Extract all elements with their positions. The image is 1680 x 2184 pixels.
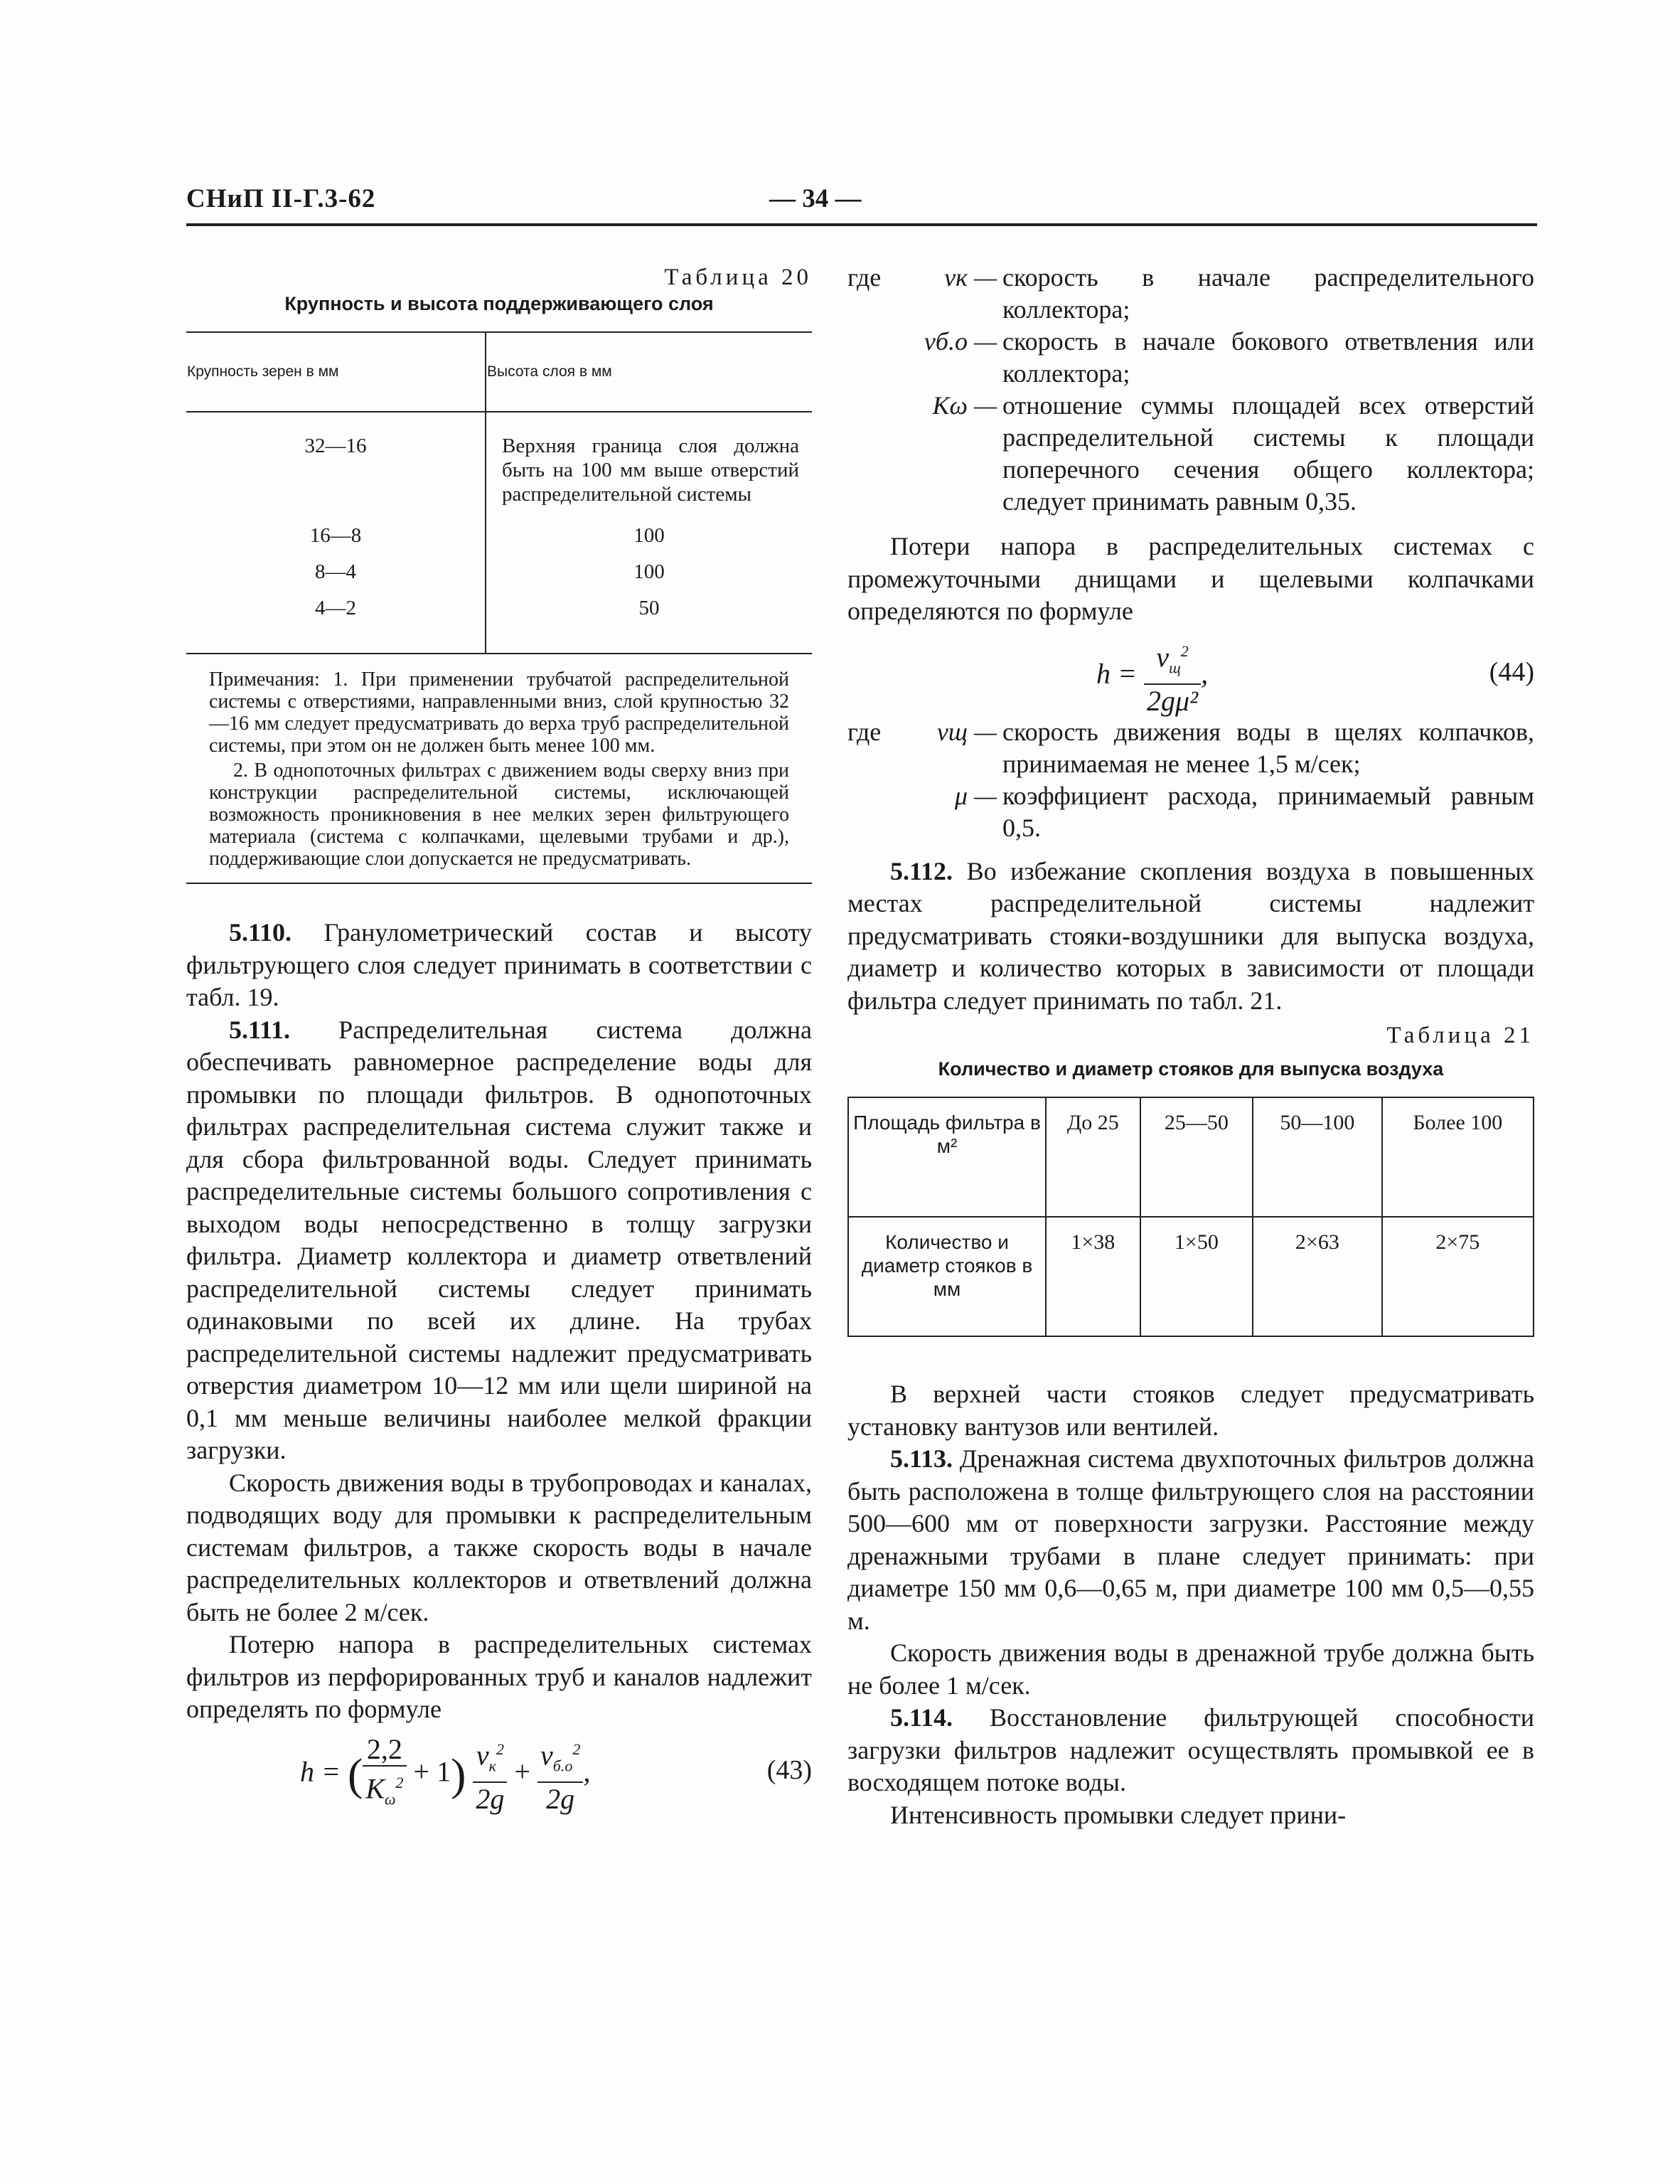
paragraph-wash-intensity: Интенсивность промывки следует прини- xyxy=(890,1800,1347,1829)
paragraph-5-114: 5.114. Восстановление фильтрующей способности загрузки фильтров надлежит осуществлять промывкой ее в восходящем потоке воды. xyxy=(847,1703,1534,1796)
table-row: 32—16 Верхняя граница слоя должна быть на 100 мм выше отверстий распределительной системы xyxy=(186,412,812,516)
table-20-note-1: Примечания: 1. При применении трубчатой распределительной системы с отверстиями, направленными вниз, слой крупностью 32—16 мм следует предусматривать до верха труб распределительной системы, при этом он не должен быть менее 100 мм. xyxy=(209,668,789,757)
table-20-notes xyxy=(186,653,812,884)
right-column xyxy=(847,262,1534,1831)
table-20-title: Крупность и высота поддерживающего слоя xyxy=(284,293,714,314)
table-20 xyxy=(186,331,812,653)
paragraph-head-loss: Потерю напора в распределительных системах фильтров из перфорированных труб и каналов надлежит определять по формуле xyxy=(186,1630,812,1723)
paragraph-vents: В верхней части стояков следует предусматривать установку вантузов или вентилей. xyxy=(847,1380,1534,1441)
paragraph-5-113: 5.113. Дренажная система двухпоточных фильтров должна быть расположена в толще фильтрующего слоя на расстоянии 500—600 мм от поверхности загрузки. Расстояние между дренажными трубами в плане следует принимать: при диаметре 150 мм 0,6—0,65 м, при диаметре 100 мм 0,5—0,55 м. xyxy=(847,1444,1535,1635)
table-21 xyxy=(847,1097,1534,1337)
left-column xyxy=(186,263,812,1818)
paragraph-5-110: 5.110. Гранулометрический состав и высоту фильтрующего слоя следует принимать в соответствии с табл. 19. xyxy=(186,918,812,1011)
paragraph-5-111: 5.111. Распределительная система должна обеспечивать равномерное распределение воды для промывки по площади фильтров. В однопоточных фильтрах распределительная система служит также и для сбора фильтрованной воды. Следует принимать распределительные системы большого сопротивления с выходом воды непосредственно в толщу загрузки фильтра. Диаметр коллектора и диаметр ответвлений распределительной системы следует принимать одинаковыми по всей их длине. На трубах распределительной системы надлежит предусматривать отверстия диаметром 10—12 мм или щели шириной на 0,1 мм меньше величины наиболее мелкой фракции загрузки. xyxy=(186,1015,812,1464)
formula-44 xyxy=(847,628,1534,716)
table-20-header-size: Крупность зерен в мм xyxy=(186,332,486,412)
table-21-title: Количество и диаметр стояков для выпуска воздуха xyxy=(938,1058,1444,1080)
header-rule xyxy=(186,223,1537,226)
formula-43-expression: h = ( $\frac{2,2}{K_\omega^2}$ + 1) $\frac{v_к^2}{2g}$ + $\frac{v_{б.о}^2}{2g}$ , xyxy=(300,1732,591,1816)
paragraph-slot-loss: Потери напора в распределительных системах с промежуточными днищами и щелевыми колпачками определяются по формуле xyxy=(847,532,1534,625)
formula-44-expression: h = $\frac{v_щ^2}{\text{2gμ²}}$ , xyxy=(1096,635,1208,718)
definition-row: Kω — отношение суммы площадей всех отверстий распределительной системы к площади поперечного сечения общего коллектора; следует принимать равным 0,35. xyxy=(932,391,1534,516)
definition-row: где vщ — скорость движения воды в щелях колпачков, принимаемая не менее 1,5 м/сек; xyxy=(847,717,1534,778)
table-20-header-height: Высота слоя в мм xyxy=(486,332,812,412)
definitions-44 xyxy=(847,716,1534,844)
table-row: Количество и диаметр стояков в мм 1×38 1×50 2×63 2×75 xyxy=(848,1217,1534,1336)
formula-43 xyxy=(186,1726,812,1818)
table-row: 8—4 100 xyxy=(186,548,812,585)
table-row: Площадь фильтра в м² До 25 25—50 50—100 Более 100 xyxy=(848,1097,1534,1217)
formula-43-number: (43) xyxy=(766,1754,812,1785)
page-number: — 34 — xyxy=(769,184,862,213)
document-code: СНиП II-Г.3-62 xyxy=(186,184,376,213)
table-21-number: Таблица 21 xyxy=(1386,1023,1534,1048)
definition-row: μ — коэффициент расхода, принимаемый равным 0,5. xyxy=(954,781,1534,842)
paragraph-5-112: 5.112. Во избежание скопления воздуха в повышенных местах распределительной системы надлежит предусматривать стояки-воздушники для выпуска воздуха, диаметр и количество которых в зависимости от площади фильтра следует принимать по табл. 21. xyxy=(847,856,1534,1015)
table-row: 4—2 50 xyxy=(186,585,812,653)
paragraph-drain-speed: Скорость движения воды в дренажной трубе должна быть не более 1 м/сек. xyxy=(847,1639,1534,1700)
table-20-note-2: 2. В однопоточных фильтрах с движением воды сверху вниз при конструкции распределительной системы, исключающей возможность проникновения в нее мелких зерен фильтрующего материала (система с колпачками, щелевыми трубами и др.), поддерживающие слои допускается не предусматривать. xyxy=(209,760,789,870)
table-row: 16—8 100 xyxy=(186,516,812,548)
definition-row: где vк — скорость в начале распределительного коллектора; xyxy=(847,263,1534,324)
table-20-number: Таблица 20 xyxy=(664,265,812,290)
definition-row: vб.о — скорость в начале бокового ответвления или коллектора; xyxy=(924,327,1534,388)
formula-44-number: (44) xyxy=(1489,656,1534,687)
paragraph-wash-speed: Скорость движения воды в трубопроводах и каналах, подводящих воду для промывки к распределительным системам фильтров, а также скорость воды в начале распределительных коллекторов и ответвлений должна быть не более 2 м/сек. xyxy=(186,1468,812,1626)
page-header xyxy=(186,183,1537,219)
definitions-43 xyxy=(847,262,1534,518)
